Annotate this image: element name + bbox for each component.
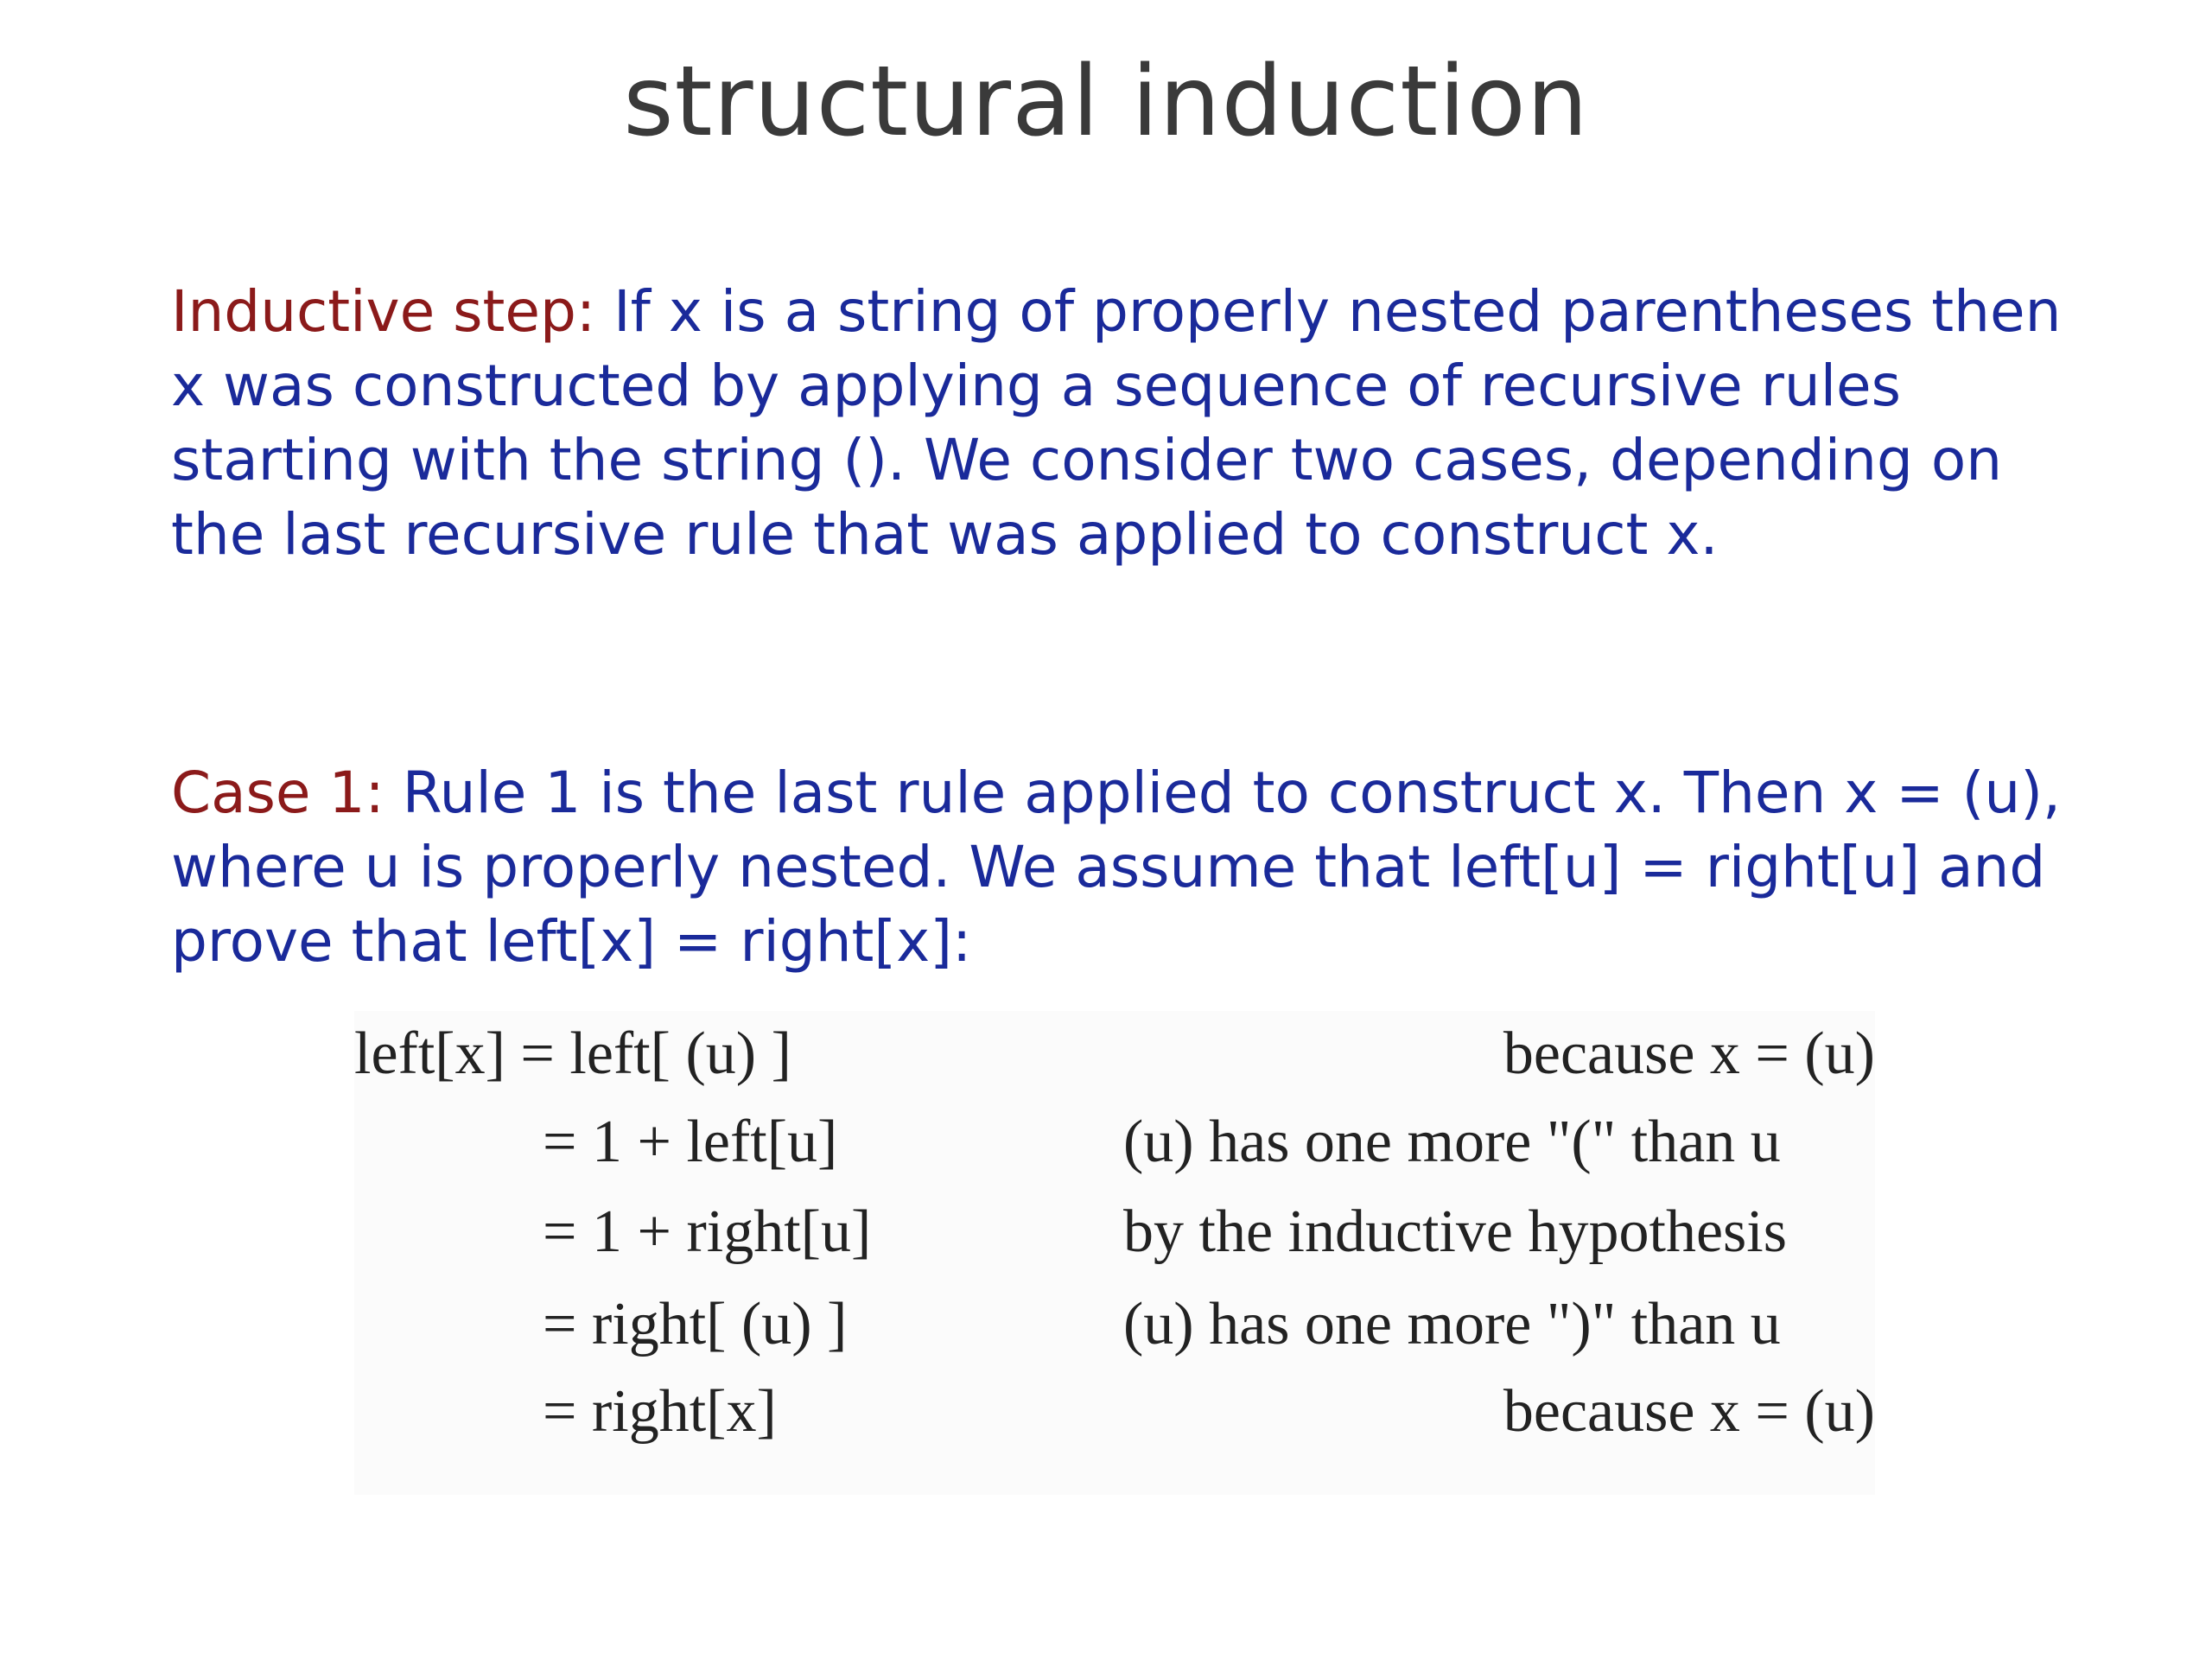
derivation-row	[354, 1369, 1875, 1455]
derivation-expression: = 1 + left[u]	[543, 1109, 838, 1175]
derivation-expression: = right[ (u) ]	[543, 1291, 848, 1357]
inductive-step-text: If x is a string of properly nested parentheses then x was constructed by applying a sequence of recursive rules starting with the string (). We consider two cases, depending on the last recursive rule that was applied to construct x.	[171, 278, 2062, 568]
derivation-reason: by the inductive hypothesis	[1123, 1198, 1787, 1265]
inductive-step-label: Inductive step:	[171, 278, 596, 345]
case1-label: Case 1:	[171, 760, 385, 826]
inductive-step-paragraph	[171, 275, 2072, 572]
derivation-reason: (u) has one more ")" than u	[1123, 1291, 1781, 1357]
derivation-block	[354, 1011, 1875, 1495]
derivation-reason: because x = (u)	[1503, 1020, 1875, 1087]
derivation-expression: = 1 + right[u]	[543, 1198, 872, 1265]
derivation-reason: (u) has one more "(" than u	[1123, 1109, 1781, 1175]
case1-paragraph	[171, 756, 2072, 979]
derivation-row	[354, 1099, 1875, 1185]
derivation-expression: left[x] = left[ (u) ]	[354, 1020, 791, 1087]
slide-title: structural induction	[623, 46, 1589, 158]
derivation-row	[354, 1189, 1875, 1275]
case1-text: Rule 1 is the last rule applied to construct x. Then x = (u), where u is properly nested. We assume that left[u] = right[u] and prove that left[x] = right[x]:	[171, 760, 2061, 975]
derivation-reason: because x = (u)	[1503, 1378, 1875, 1445]
derivation-expression: = right[x]	[543, 1378, 777, 1445]
derivation-row	[354, 1281, 1875, 1368]
derivation-row	[354, 1011, 1875, 1097]
